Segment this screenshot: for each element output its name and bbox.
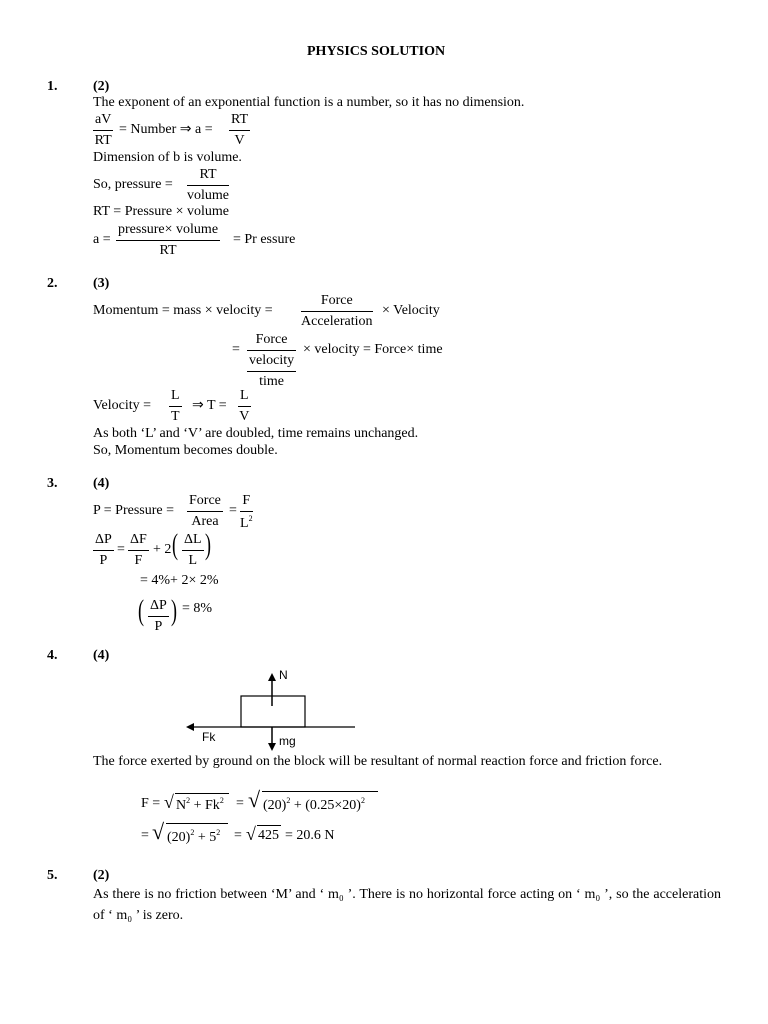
block — [241, 696, 305, 727]
normal-arrowhead — [268, 673, 276, 681]
equation-text: P = Pressure = — [93, 503, 174, 518]
equation-text: So, pressure = — [93, 177, 173, 192]
friction-arrowhead — [186, 723, 194, 731]
left-paren: ( — [172, 528, 178, 561]
equation-text: = — [229, 503, 237, 518]
equation-text: = — [236, 796, 244, 811]
equation-text: ⇒ T = — [192, 398, 227, 413]
right-paren: ) — [171, 594, 177, 627]
fraction: $\frac{\Delta L}{L}$ — [184, 532, 202, 568]
equation-text: = Pr essure — [233, 232, 296, 247]
radicand: $(20)^2 + 5^2$ — [167, 828, 221, 845]
radical-sign: √ — [164, 792, 174, 812]
equation-text: = Number ⇒ a = — [119, 122, 213, 137]
paragraph: As there is no friction between ‘M’ and ‘ m₀ ’. There is no horizontal force acting on ‘ m₀ ’, so the acceleration of ‘ m₀ ’ is zero. — [93, 887, 721, 923]
fraction: $\frac{\Delta F}{F}$ — [130, 532, 147, 568]
equation-text: Velocity = — [93, 398, 152, 413]
left-paren: ( — [138, 594, 144, 627]
equation-text: × Velocity — [382, 303, 440, 318]
equation-text: = 4%+ 2× 2% — [140, 573, 219, 588]
text-line: So, Momentum becomes double. — [93, 443, 278, 458]
equation-text: Momentum = mass × velocity = — [93, 303, 273, 318]
equation-text: = — [141, 828, 149, 843]
compound-fraction: Force velocity time — [249, 332, 295, 389]
radical-sign: √ — [246, 824, 256, 844]
radicand: $N^2 + Fk^2$ — [176, 796, 224, 813]
answer-option: (4) — [93, 648, 110, 663]
text-line: The exponent of an exponential function is a number, so it has no dimension. — [93, 95, 525, 110]
fraction: pressure× volume RT — [118, 222, 219, 258]
fraction: $\frac{F}{L^2}$ — [240, 493, 253, 531]
fraction: Force Acceleration — [301, 293, 373, 329]
answer-option: (2) — [93, 868, 110, 883]
label-Fk: Fk — [202, 730, 216, 744]
label-mg: mg — [279, 734, 296, 748]
equation-text: = — [117, 542, 125, 557]
equation-text: a = — [93, 232, 111, 247]
question-number: 3. — [47, 476, 58, 491]
equation-text: = 8% — [182, 601, 213, 616]
fraction: $\frac{aV}{RT}$ — [94, 112, 112, 148]
equation-text: = 20.6 N — [285, 828, 335, 843]
radical-bar — [166, 823, 228, 824]
equation-text: F = — [141, 796, 161, 811]
radicand: $(20)^2 + (0.25\times 20)^2$ — [263, 796, 365, 813]
text-line: RT = Pressure × volume — [93, 204, 230, 219]
answer-option: (4) — [93, 476, 110, 491]
equation-text: = — [234, 828, 242, 843]
fraction: $\frac{L}{T}$ — [171, 388, 180, 424]
weight-arrowhead — [268, 743, 276, 751]
equation-text: = — [232, 342, 240, 357]
question-number: 4. — [47, 648, 58, 663]
fraction: $\frac{L}{V}$ — [239, 388, 250, 424]
label-N: N — [279, 668, 288, 682]
text-line: Dimension of b is volume. — [93, 150, 242, 165]
paragraph: The force exerted by ground on the block will be resultant of normal reaction force and friction force. — [93, 754, 663, 769]
answer-option: (2) — [93, 79, 110, 94]
radical-bar — [175, 793, 229, 794]
equation-text: + 2 — [153, 542, 172, 557]
page-title: PHYSICS SOLUTION — [307, 44, 446, 59]
right-paren: ) — [205, 528, 211, 561]
fraction: $\frac{RT}{V}$ — [231, 112, 249, 148]
question-number: 2. — [47, 276, 58, 291]
fraction: $\frac{\Delta P}{P}$ — [95, 532, 112, 568]
radical-sign: √ — [152, 819, 165, 844]
answer-option: (3) — [93, 276, 110, 291]
fraction: RT volume — [187, 167, 229, 203]
radical-sign: √ — [248, 787, 261, 812]
radical-bar — [257, 825, 281, 826]
radical-bar — [262, 791, 378, 792]
text-line: As both ‘L’ and ‘V’ are doubled, time remains unchanged. — [93, 426, 419, 441]
radicand: 425 — [258, 828, 279, 843]
question-number: 5. — [47, 868, 58, 883]
equation-text: × velocity = Force× time — [303, 342, 443, 357]
fraction: $\frac{\Delta P}{P}$ — [150, 598, 167, 634]
fraction: Force Area — [189, 493, 221, 529]
question-number: 1. — [47, 79, 58, 94]
